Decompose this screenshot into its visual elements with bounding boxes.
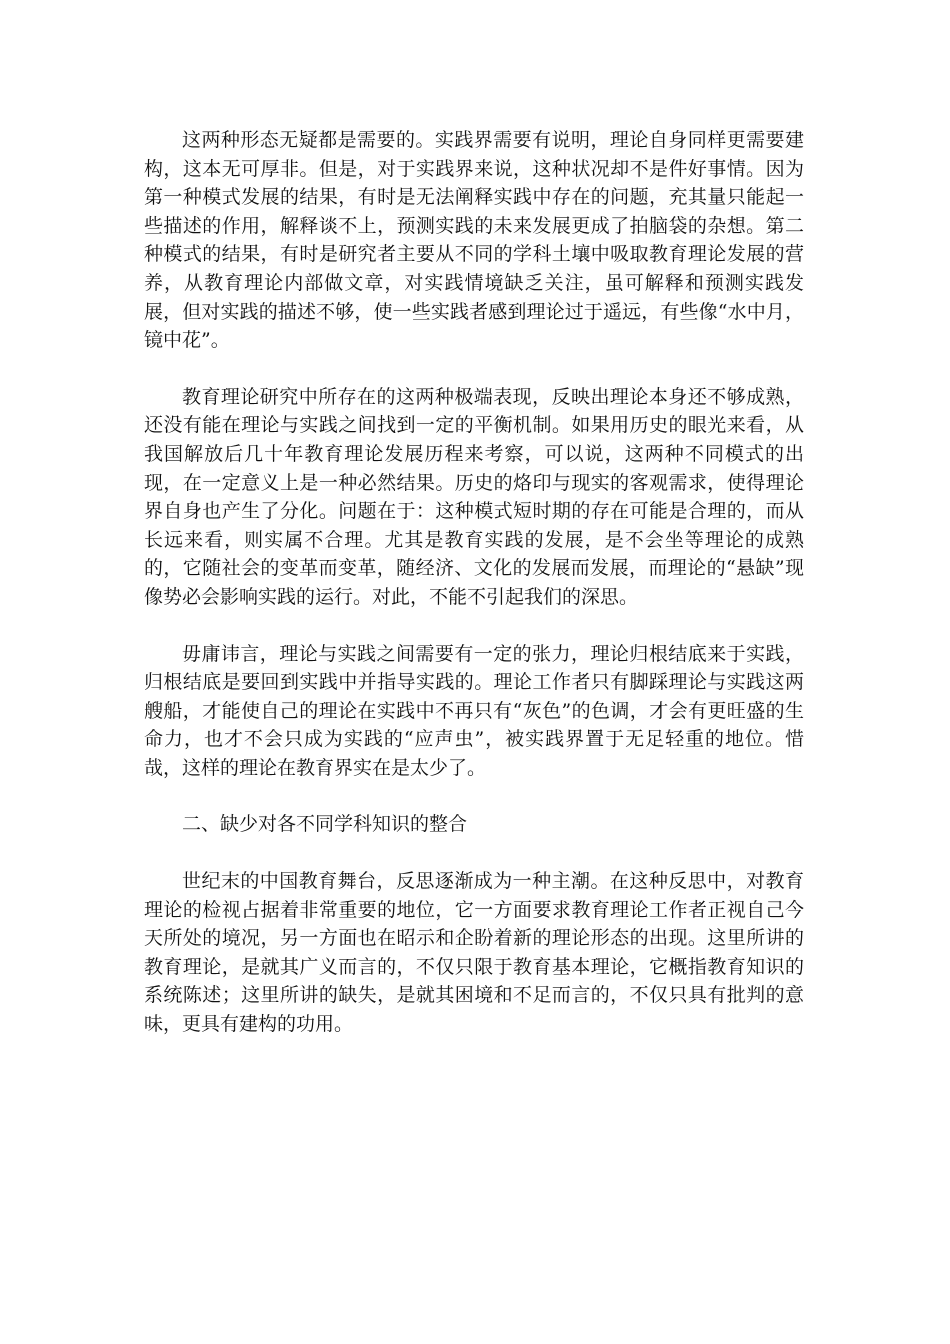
- paragraph: 这两种形态无疑都是需要的。实践界需要有说明，理论自身同样更需要建构，这本无可厚非。但是，对于实践界来说，这种状况却不是件好事情。因为第一种模式发展的结果，有时是无法阐释实践中存在的问题，充其量只能起一些描述的作用，解释谈不上，预测实践的未来发展更成了拍脑袋的杂想。第二种模式的结果，有时是研究者主要从不同的学科土壤中吸取教育理论发展的营养，从教育理论内部做文章，对实践情境缺乏关注，虽可解释和预测实践发展，但对实践的描述不够，使一些实践者感到理论过于遥远，有些像“水中月，镜中花”。: [144, 129, 804, 352]
- paragraph: 世纪末的中国教育舞台，反思逐渐成为一种主潮。在这种反思中，对教育理论的检视占据着非常重要的地位，它一方面要求教育理论工作者正视自己今天所处的境况，另一方面也在昭示和企盼着新的理论形态的出现。这里所讲的教育理论，是就其广义而言的，不仅只限于教育基本理论，它概指教育知识的系统陈述；这里所讲的缺失，是就其困境和不足而言的，不仅只具有批判的意味，更具有建构的功用。: [144, 870, 804, 1036]
- document-page: [144, 126, 804, 1067]
- section-heading: 二、缺少对各不同学科知识的整合: [182, 813, 468, 836]
- paragraph: 毋庸讳言，理论与实践之间需要有一定的张力，理论归根结底来于实践，归根结底是要回到实践中并指导实践的。理论工作者只有脚踩理论与实践这两艘船，才能使自己的理论在实践中不再只有“灰色”的色调，才会有更旺盛的生命力，也才不会只成为实践的“应声虫”，被实践界置于无足轻重的地位。惜哉，这样的理论在教育界实在是太少了。: [144, 642, 804, 779]
- paragraph: 教育理论研究中所存在的这两种极端表现，反映出理论本身还不够成熟，还没有能在理论与实践之间找到一定的平衡机制。如果用历史的眼光来看，从我国解放后几十年教育理论发展历程来考察，可以说，这两种不同模式的出现，在一定意义上是一种必然结果。历史的烙印与现实的客观需求，使得理论界自身也产生了分化。问题在于：这种模式短时期的存在可能是合理的，而从长远来看，则实属不合理。尤其是教育实践的发展，是不会坐等理论的成熟的，它随社会的变革而变革，随经济、文化的发展而发展，而理论的“悬缺”现像势必会影响实践的运行。对此，不能不引起我们的深思。: [144, 385, 804, 608]
